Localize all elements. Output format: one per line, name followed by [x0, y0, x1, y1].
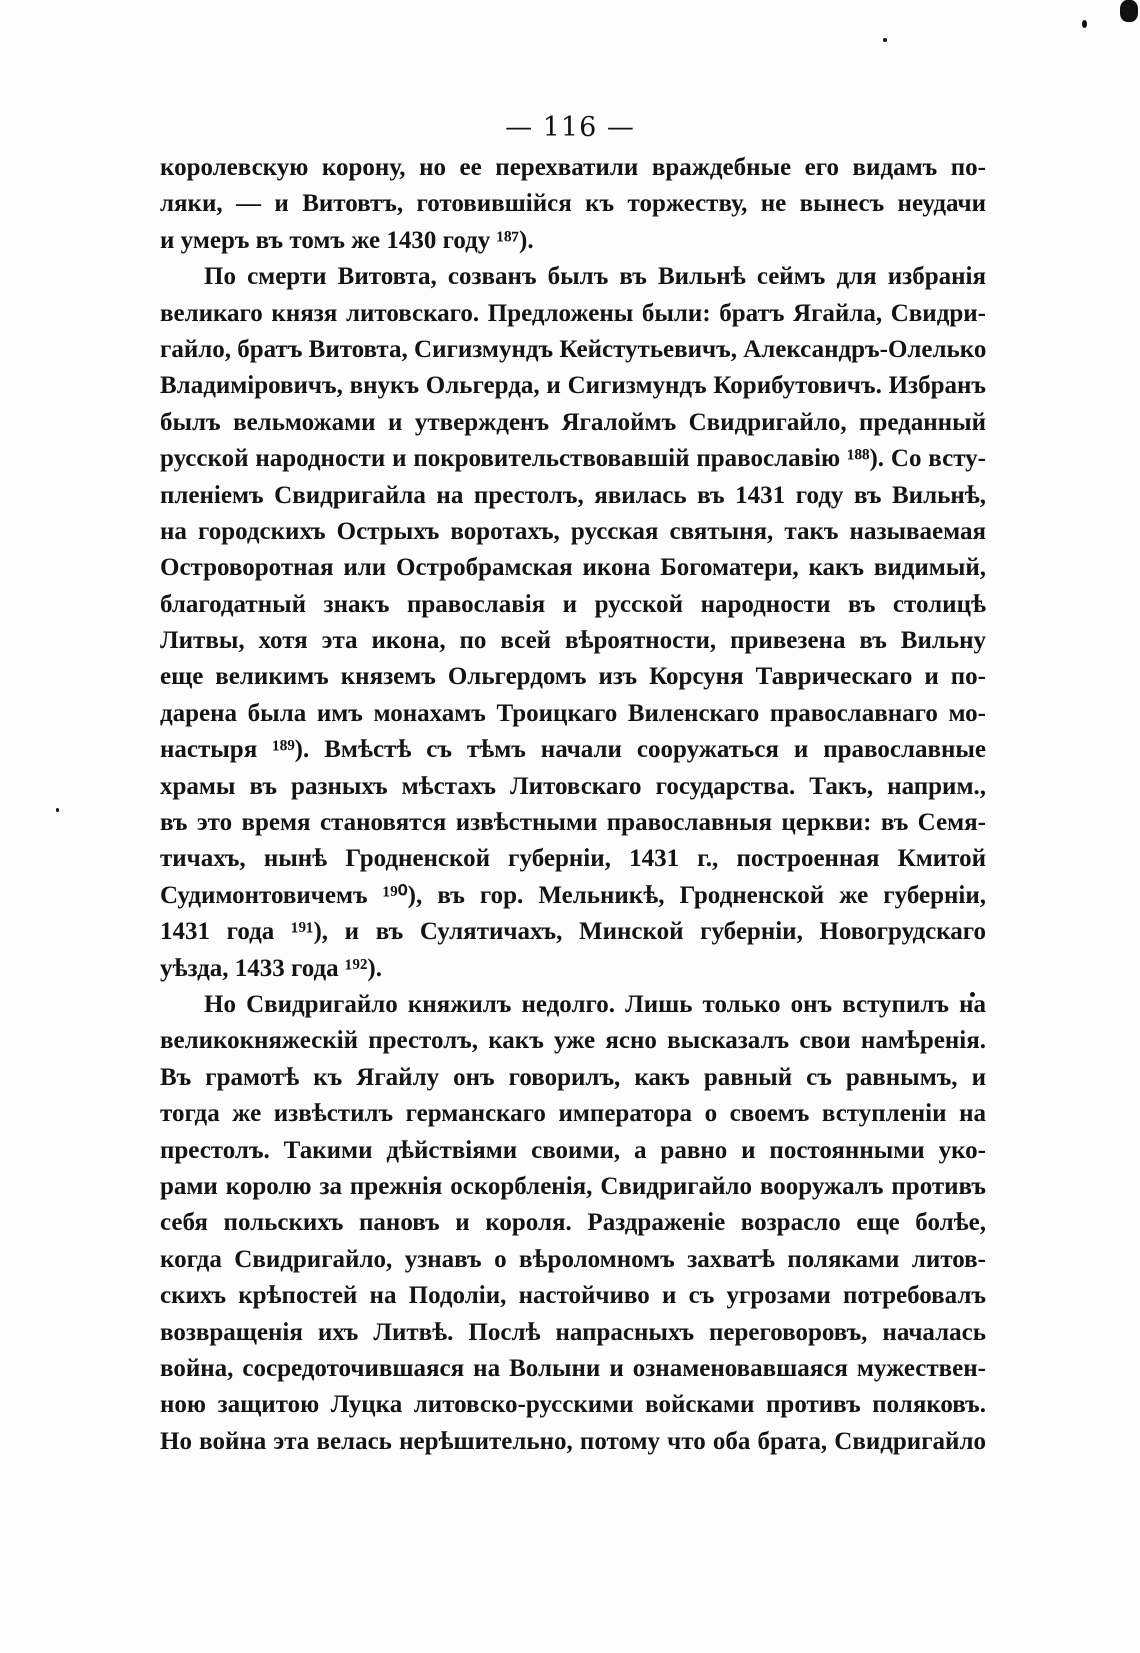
text-line: скихъ крѣпостей на Подоліи, настойчиво и съ угрозами потребовалъ [160, 1282, 986, 1310]
text-line: тичахъ, нынѣ Гродненской губерніи, 1431 г., построенная Кмитой [160, 845, 986, 873]
text-line: Литвы, хотя эта икона, по всей вѣроятности, привезена въ Вильну [160, 627, 986, 655]
text-line: возвращенія ихъ Литвѣ. Послѣ напрасныхъ переговоровъ, началась [160, 1318, 986, 1346]
text-line: рами королю за прежнія оскорбленія, Свидригайло вооружалъ противъ [160, 1172, 986, 1200]
text-line: ляки, — и Витовтъ, готовившійся къ торжеству, не вынесъ неудачи [160, 190, 986, 218]
text-line: великокняжескій престолъ, какъ уже ясно высказалъ свои намѣренія. [160, 1027, 986, 1055]
text-line: храмы въ разныхъ мѣстахъ Литовскаго государства. Такъ, наприм., [160, 772, 986, 800]
text-line: престолъ. Такими дѣйствіями своими, а равно и постоянными уко- [160, 1136, 986, 1164]
scan-speck [1082, 20, 1087, 28]
text-line: благодатный знакъ православія и русской народности въ столицѣ [160, 590, 986, 618]
text-line: на городскихъ Острыхъ воротахъ, русская святыня, такъ называемая [160, 517, 986, 545]
paragraph [160, 259, 986, 987]
text-line: русской народности и покровительствовавшій православію ¹⁸⁸). Со всту- [160, 445, 986, 473]
text-line: тогда же извѣстилъ германскаго императора о своемъ вступленіи на [160, 1100, 986, 1128]
text-line: еще великимъ княземъ Ольгердомъ изъ Корсуня Таврическаго и по- [160, 663, 986, 691]
text-line: былъ вельможами и утвержденъ Ягалоймъ Свидригайло, преданный [160, 408, 986, 436]
body-text [160, 150, 986, 1460]
text-line: Въ грамотѣ къ Ягайлу онъ говорилъ, какъ равный съ равнымъ, и [160, 1063, 986, 1091]
text-line: война, сосредоточившаяся на Волыни и ознаменовавшаяся мужествен- [160, 1354, 986, 1382]
scan-speck [883, 38, 887, 42]
text-line: пленіемъ Свидригайла на престолъ, явилась въ 1431 году въ Вильнѣ, [160, 481, 986, 509]
scan-speck [56, 808, 59, 812]
text-line: въ это время становятся извѣстными православныя церкви: въ Семя- [160, 809, 986, 837]
text-line: уѣзда, 1433 года ¹⁹²). [160, 954, 382, 982]
text-line: 1431 года ¹⁹¹), и въ Сулятичахъ, Минской губерніи, Новогрудскаго [160, 918, 986, 946]
text-line: Но Свидригайло княжилъ недолго. Лишь только онъ вступилъ на [204, 990, 986, 1018]
text-line: себя польскихъ пановъ и короля. Раздраженіе возрасло еще болѣе, [160, 1209, 986, 1237]
paragraph [160, 150, 986, 259]
text-line: Островоротная или Остробрамская икона Богоматери, какъ видимый, [160, 554, 986, 582]
paragraph [160, 987, 986, 1460]
text-line: и умеръ въ томъ же 1430 году ¹⁸⁷). [160, 226, 534, 254]
text-line: великаго князя литовскаго. Предложены были: братъ Ягайла, Свидри- [160, 299, 986, 327]
text-line: настыря ¹⁸⁹). Вмѣстѣ съ тѣмъ начали сооружаться и православные [160, 736, 986, 764]
text-line: гайло, братъ Витовта, Сигизмундъ Кейстутьевичъ, Александръ-Олелько [160, 335, 987, 363]
scan-speck [1120, 0, 1138, 22]
text-line: королевскую корону, но ее перехватили враждебные его видамъ по- [160, 154, 986, 181]
text-line: Владиміровичъ, внукъ Ольгерда, и Сигизмундъ Корибутовичъ. Избранъ [160, 372, 986, 400]
text-line: дарена была имъ монахамъ Троицкаго Виленскаго православнаго мо- [160, 699, 986, 727]
text-line: Судимонтовичемъ ¹⁹⁰), въ гор. Мельникѣ, Гродненской же губерніи, [160, 881, 986, 909]
text-line: Но война эта велась нерѣшительно, потому что оба брата, Свидригайло [160, 1427, 986, 1455]
page-number: — 116 — [505, 112, 635, 143]
text-line: По смерти Витовта, созванъ былъ въ Вильнѣ сеймъ для избранія [204, 263, 986, 291]
text-line: когда Свидригайло, узнавъ о вѣроломномъ захватѣ поляками литов- [160, 1245, 986, 1273]
text-line: ною защитою Луцка литовско-русскими войсками противъ поляковъ. [160, 1391, 986, 1419]
